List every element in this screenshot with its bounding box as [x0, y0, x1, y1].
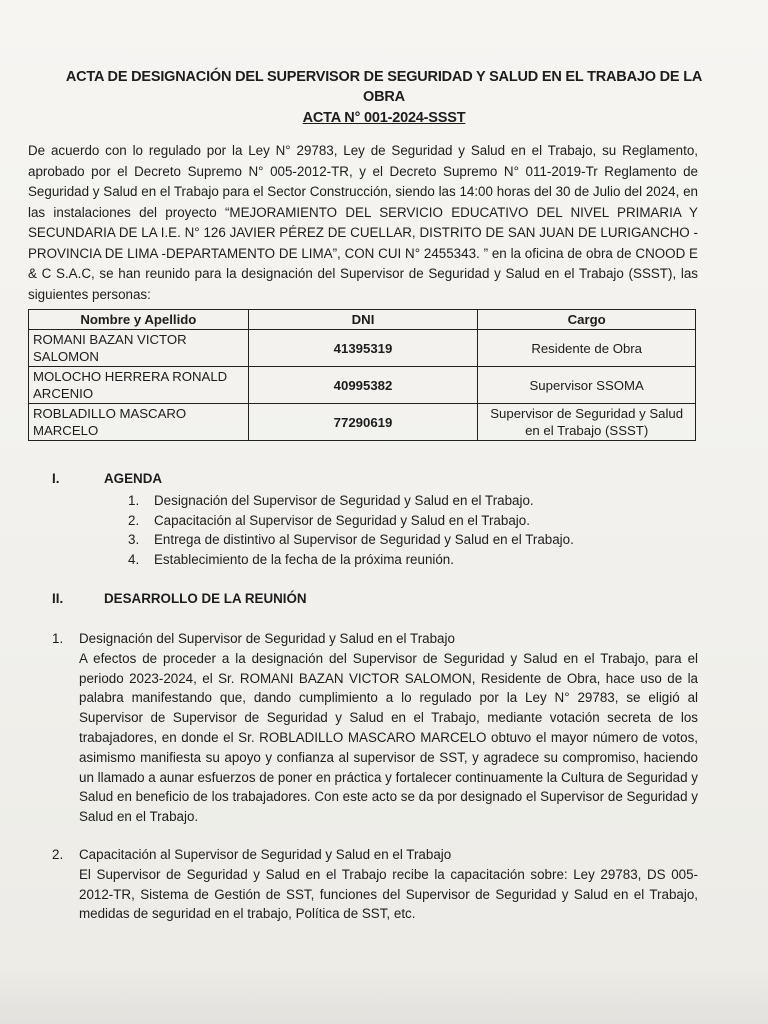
intro-paragraph: De acuerdo con lo regulado por la Ley N° 29783, Ley de Seguridad y Salud en el Trabajo, su Reglamento, aprobado por el Decreto Supremo N° 005-2012-TR, y el Decreto Supremo N° 011-2019-Tr Reglamento de Seguridad y Salud en el Trabajo para el Sector Construcción, siendo las 14:00 horas del 30 de Julio del 2024, en las instalaciones del proyecto “MEJORAMIENTO DEL SERVICIO EDUCATIVO DEL NIVEL PRIMARIA Y SECUNDARIA DE LA I.E. N° 126 JAVIER PÉREZ DE CUELLAR, DISTRITO DE SAN JUAN DE LURIGANCHO - PROVINCIA DE LIMA -DEPARTAMENTO DE LIMA”, CON CUI N° 2455343. ” en la oficina de obra de CNOOD E & C S.A.C, se han reunido para la designación del Supervisor de Seguridad y Salud en el Trabajo (SSST), las siguientes personas: — [28, 143, 698, 302]
desarrollo-heading: DESARROLLO DE LA REUNIÓN — [104, 591, 307, 606]
table-row — [29, 404, 696, 441]
agenda-roman: I. — [52, 471, 60, 486]
list-item — [118, 550, 574, 570]
desarrollo-roman: II. — [52, 591, 64, 606]
document-title — [40, 67, 728, 107]
header-cargo: Cargo — [478, 310, 696, 330]
item-heading: Designación del Supervisor de Seguridad y Salud en el Trabajo — [79, 631, 455, 646]
scan-shadow — [0, 968, 768, 1024]
item-body: El Supervisor de Seguridad y Salud en el Trabajo recibe la capacitación sobre: Ley 29783, DS 005-2012-TR, Sistema de Gestión de SST, funciones del Supervisor de Seguridad y Salud en el Trabajo, medidas de seguridad en el trabajo, Política de SST, etc. — [79, 866, 698, 922]
agenda-heading: AGENDA — [104, 471, 163, 486]
item-number: 1. — [52, 631, 64, 646]
item-text: Establecimiento de la fecha de la próxima reunión. — [154, 551, 454, 567]
cell-name: ROBLADILLO MASCARO MARCELO — [29, 404, 249, 441]
cell-dni: 41395319 — [248, 330, 478, 367]
item-number: 2. — [128, 512, 140, 528]
cell-dni: 77290619 — [248, 404, 478, 441]
cell-name: MOLOCHO HERRERA RONALD ARCENIO — [29, 367, 249, 404]
cell-cargo: Supervisor SSOMA — [478, 367, 696, 404]
item-body: A efectos de proceder a la designación del Supervisor de Seguridad y Salud en el Trabajo, para el periodo 2023-2024, el Sr. ROMANI BAZAN VICTOR SALOMON, Residente de Obra, hace uso de la palabra manifestando que, dando cumplimiento a lo regulado por la Ley N° 29783, se eligió al Supervisor de Supervisor de Seguridad y Salud en el Trabajo, mediante votación secreta de los trabajadores, en donde el Sr. ROBLADILLO MASCARO MARCELO obtuvo el mayor número de votos, asimismo manifiesta su apoyo y confianza al supervisor de SST, y agradece su compromiso, haciendo un llamado a aunar esfuerzos de poner en práctica y fortalecer continuamente la Cultura de Seguridad y Salud en beneficio de los trabajadores. Con este acto se da por designado el Supervisor de Seguridad y Salud en el Trabajo. — [79, 650, 698, 825]
cell-dni: 40995382 — [248, 367, 478, 404]
item-text: Capacitación al Supervisor de Seguridad y Salud en el Trabajo. — [154, 512, 530, 528]
table-row — [29, 367, 696, 404]
item-text: Designación del Supervisor de Seguridad y Salud en el Trabajo. — [154, 493, 534, 508]
acta-number: ACTA N° 001-2024-SSST — [302, 110, 466, 126]
desarrollo-item-1 — [52, 629, 698, 827]
item-text: Entrega de distintivo al Supervisor de Seguridad y Salud en el Trabajo. — [154, 532, 574, 547]
header-name: Nombre y Apellido — [29, 310, 249, 330]
cell-cargo: Residente de Obra — [478, 330, 696, 367]
title-line-1: ACTA DE DESIGNACIÓN DEL SUPERVISOR DE SEGURIDAD Y SALUD EN EL TRABAJO DE LA — [65, 69, 703, 85]
list-item — [118, 530, 574, 550]
item-heading: Capacitación al Supervisor de Seguridad y Salud en el Trabajo — [79, 847, 452, 862]
list-item — [118, 491, 574, 511]
header-dni: DNI — [248, 310, 478, 330]
title-line-2: OBRA — [363, 89, 405, 105]
attendees-table — [28, 309, 696, 441]
item-number: 2. — [52, 847, 64, 862]
cell-name: ROMANI BAZAN VICTOR SALOMON — [29, 330, 249, 367]
list-item — [118, 511, 574, 531]
table-header-row — [29, 310, 696, 330]
item-number: 4. — [128, 551, 140, 567]
cell-cargo: Supervisor de Seguridad y Salud en el Trabajo (SSST) — [478, 404, 696, 441]
agenda-list — [118, 491, 574, 569]
desarrollo-item-2 — [52, 845, 698, 924]
item-number: 3. — [128, 532, 140, 547]
item-number: 1. — [128, 493, 140, 508]
table-row — [29, 330, 696, 367]
